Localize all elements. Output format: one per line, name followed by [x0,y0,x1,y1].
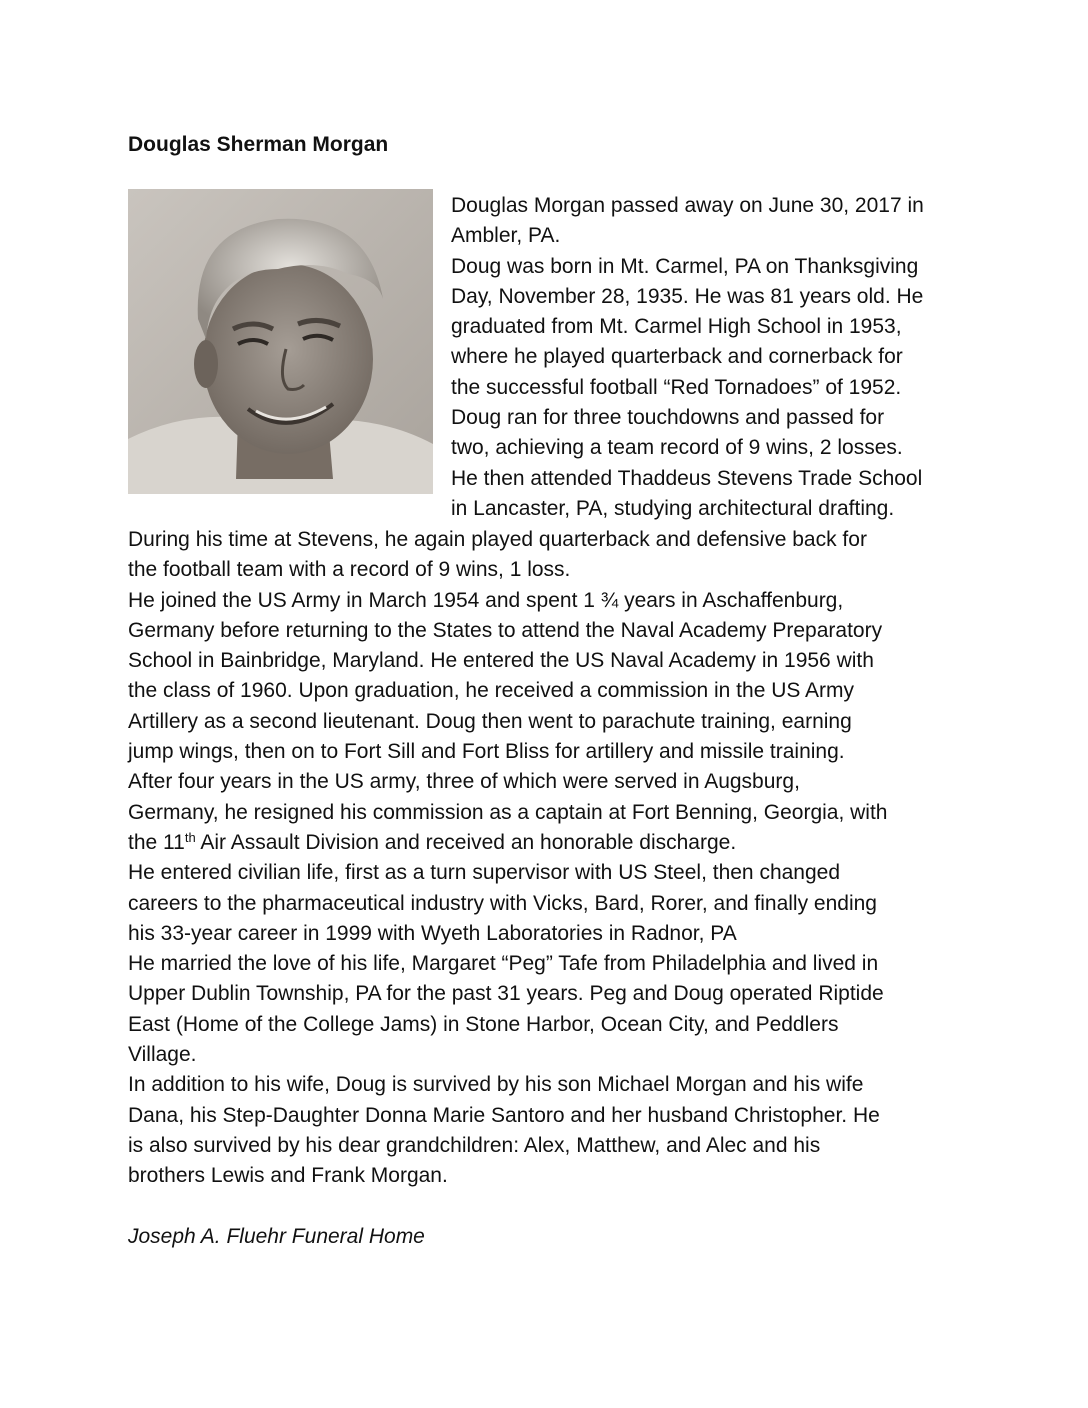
text-line: He then attended Thaddeus Stevens Trade School [451,466,923,490]
page-title: Douglas Sherman Morgan [128,133,389,156]
text-fragment: the 11 [128,830,185,854]
text-line: Day, November 28, 1935. He was 81 years old. He [451,284,924,308]
text-line: is also survived by his dear grandchildren: Alex, Matthew, and Alec and his [128,1133,821,1157]
text-line: Dana, his Step-Daughter Donna Marie Santoro and her husband Christopher. He [128,1103,880,1127]
text-line: Artillery as a second lieutenant. Doug then went to parachute training, earning [128,709,852,733]
body-text-block [128,525,968,1252]
text-fragment: Air Assault Division and received an honorable discharge. [195,830,737,854]
text-line: Upper Dublin Township, PA for the past 31 years. Peg and Doug operated Riptide [128,982,884,1006]
text-line: careers to the pharmaceutical industry with Vicks, Bard, Rorer, and finally ending [128,891,877,915]
obituary-page [128,0,968,1408]
text-line: the successful football “Red Tornadoes” of 1952. [451,375,902,399]
text-line: In addition to his wife, Doug is survived by his son Michael Morgan and his wife [128,1073,864,1097]
text-line: He married the love of his life, Margaret “Peg” Tafe from Philadelphia and lived in [128,952,879,976]
text-line-11th [128,828,968,858]
text-line: Doug ran for three touchdowns and passed for [451,406,885,430]
text-line: Germany, he resigned his commission as a captain at Fort Benning, Georgia, with [128,800,888,824]
text-line: School in Bainbridge, Maryland. He entered the US Naval Academy in 1956 with [128,649,874,673]
text-line: Douglas Morgan passed away on June 30, 2017 in [451,194,924,217]
text-line: Village. [128,1043,197,1067]
funeral-home-signature: Joseph A. Fluehr Funeral Home [128,1224,425,1248]
text-line: He entered civilian life, first as a turn supervisor with US Steel, then changed [128,861,841,885]
text-line: jump wings, then on to Fort Sill and Fort Bliss for artillery and missile training. [128,740,845,764]
text-line: the football team with a record of 9 wins, 1 loss. [128,558,571,582]
ordinal-suffix: th [184,829,196,845]
text-line: brothers Lewis and Frank Morgan. [128,1164,448,1188]
text-line: He joined the US Army in March 1954 and spent 1 ¾ years in Aschaffenburg, [128,588,844,612]
text-line: in Lancaster, PA, studying architectural drafting. [451,496,895,520]
paragraph-gap [128,1192,968,1222]
text-line: After four years in the US army, three of which were served in Augsburg, [128,770,800,794]
portrait-photo-icon [128,189,433,494]
intro-text-block [451,191,971,524]
text-line: his 33-year career in 1999 with Wyeth Laboratories in Radnor, PA [128,921,737,945]
text-line: During his time at Stevens, he again played quarterback and defensive back for [128,528,867,551]
text-line: Germany before returning to the States to attend the Naval Academy Preparatory [128,618,883,642]
portrait-photo [128,189,433,494]
text-line: where he played quarterback and cornerback for [451,345,903,369]
text-line: graduated from Mt. Carmel High School in 1953, [451,315,902,339]
text-line: Ambler, PA. [451,224,561,248]
text-line: East (Home of the College Jams) in Stone Harbor, Ocean City, and Peddlers [128,1012,839,1036]
text-line: two, achieving a team record of 9 wins, 2 losses. [451,436,903,460]
text-line: Doug was born in Mt. Carmel, PA on Thanksgiving [451,254,919,278]
text-line: the class of 1960. Upon graduation, he received a commission in the US Army [128,679,855,703]
